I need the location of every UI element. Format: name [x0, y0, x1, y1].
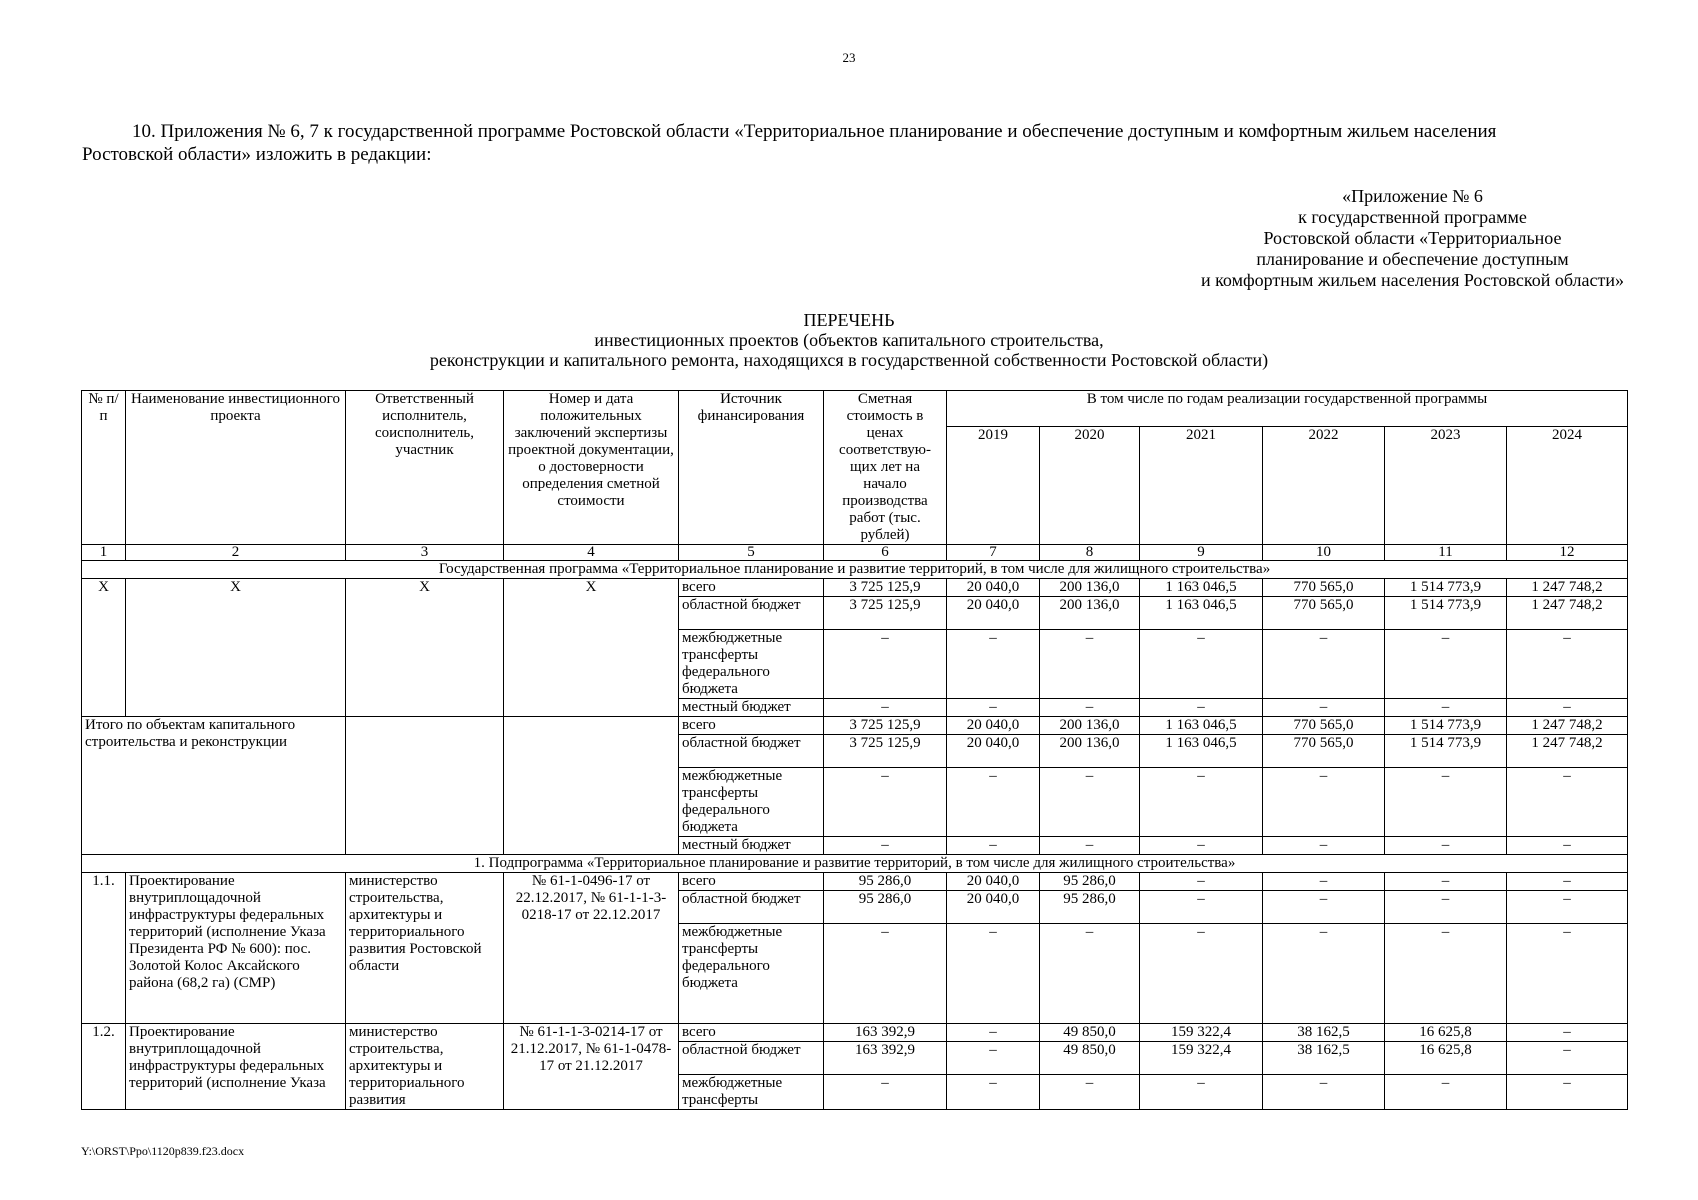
expertise: № 61-1-0496-17 от 22.12.2017, № 61-1-1-3-0218-17 от 22.12.2017 — [504, 873, 679, 1024]
x-mark: X — [126, 579, 346, 717]
value-cell: – — [947, 1042, 1040, 1075]
appendix-line-1: «Приложение № 6 — [1342, 186, 1483, 206]
value-cell: – — [1385, 1075, 1507, 1110]
value-cell: – — [1507, 837, 1628, 855]
source-cell: межбюджетные трансферты федерального бюджета — [679, 630, 824, 699]
value-cell: – — [1385, 768, 1507, 837]
source-cell: всего — [679, 717, 824, 735]
value-cell: – — [1385, 891, 1507, 924]
value-cell: 1 514 773,9 — [1385, 735, 1507, 768]
value-cell: – — [1140, 891, 1263, 924]
source-cell: областной бюджет — [679, 597, 824, 630]
data-row — [82, 1024, 1628, 1042]
value-cell: – — [1507, 768, 1628, 837]
value-cell: – — [947, 924, 1040, 1024]
value-cell: 38 162,5 — [1263, 1024, 1385, 1042]
source-cell: местный бюджет — [679, 837, 824, 855]
title-line-1: ПЕРЕЧЕНЬ — [803, 310, 895, 330]
intro-paragraph — [82, 120, 1622, 166]
value-cell: 3 725 125,9 — [824, 597, 947, 630]
value-cell: 159 322,4 — [1140, 1042, 1263, 1075]
source-cell: всего — [679, 873, 824, 891]
project-name: Проектирование внутриплощадочной инфраструктуры федеральных территорий (исполнение Указа Президента РФ № 600): пос. Золотой Колос Аксайского района (68,2 га) (СМР) — [126, 873, 346, 1024]
value-cell: 200 136,0 — [1040, 717, 1140, 735]
appendix-line-2: к государственной программе — [1298, 207, 1527, 227]
value-cell: – — [1263, 630, 1385, 699]
value-cell: – — [1507, 873, 1628, 891]
value-cell: 1 247 748,2 — [1507, 735, 1628, 768]
value-cell: 1 163 046,5 — [1140, 717, 1263, 735]
value-cell: – — [1040, 699, 1140, 717]
source-cell: местный бюджет — [679, 699, 824, 717]
header-year-2021: 2021 — [1140, 426, 1263, 544]
appendix-line-4: планирование и обеспечение доступным — [1256, 249, 1569, 269]
header-year-2020: 2020 — [1040, 426, 1140, 544]
value-cell: 1 163 046,5 — [1140, 579, 1263, 597]
header-name: Наименование инвестиционного проекта — [126, 391, 346, 545]
value-cell: 1 247 748,2 — [1507, 597, 1628, 630]
header-executor: Ответственный исполнитель, соисполнитель, участник — [346, 391, 504, 545]
value-cell: 1 514 773,9 — [1385, 597, 1507, 630]
column-number: 6 — [824, 545, 947, 561]
value-cell: 16 625,8 — [1385, 1042, 1507, 1075]
appendix-line-5: и комфортным жильем населения Ростовской области» — [1200, 270, 1625, 290]
header-year-2019: 2019 — [947, 426, 1040, 544]
section-row — [82, 855, 1628, 873]
section-row — [82, 561, 1628, 579]
value-cell: 20 040,0 — [947, 873, 1040, 891]
column-number: 1 — [82, 545, 126, 561]
value-cell: – — [947, 837, 1040, 855]
column-number: 3 — [346, 545, 504, 561]
header-years-group: В том числе по годам реализации государственной программы — [947, 391, 1628, 427]
x-mark: X — [504, 579, 679, 717]
header-year-2023: 2023 — [1385, 426, 1507, 544]
value-cell: – — [824, 630, 947, 699]
value-cell: 49 850,0 — [1040, 1042, 1140, 1075]
value-cell: – — [824, 1075, 947, 1110]
header-source: Источник финансирования — [679, 391, 824, 545]
total-label: Итого по объектам капитального строительства и реконструкции — [82, 717, 346, 855]
column-number: 4 — [504, 545, 679, 561]
column-number: 11 — [1385, 545, 1507, 561]
x-mark: X — [82, 579, 126, 717]
expertise: № 61-1-1-3-0214-17 от 21.12.2017, № 61-1-0478-17 от 21.12.2017 — [504, 1024, 679, 1110]
executor: министерство строительства, архитектуры и территориального развития — [346, 1024, 504, 1110]
source-cell: всего — [679, 1024, 824, 1042]
value-cell: 95 286,0 — [1040, 873, 1140, 891]
value-cell: 1 514 773,9 — [1385, 717, 1507, 735]
data-row — [82, 717, 1628, 735]
value-cell: – — [1263, 924, 1385, 1024]
value-cell: – — [1263, 837, 1385, 855]
value-cell: – — [1040, 837, 1140, 855]
value-cell: 770 565,0 — [1263, 579, 1385, 597]
header-row-1 — [82, 391, 1628, 427]
appendix-heading — [1100, 186, 1698, 291]
value-cell: – — [824, 768, 947, 837]
value-cell: 770 565,0 — [1263, 597, 1385, 630]
value-cell: – — [947, 630, 1040, 699]
value-cell: 1 514 773,9 — [1385, 579, 1507, 597]
value-cell: 38 162,5 — [1263, 1042, 1385, 1075]
value-cell: – — [1140, 873, 1263, 891]
value-cell: – — [1385, 837, 1507, 855]
value-cell: 20 040,0 — [947, 735, 1040, 768]
value-cell: – — [1507, 630, 1628, 699]
value-cell: – — [1263, 768, 1385, 837]
value-cell: 20 040,0 — [947, 717, 1040, 735]
value-cell: 770 565,0 — [1263, 717, 1385, 735]
value-cell: 20 040,0 — [947, 579, 1040, 597]
value-cell: 3 725 125,9 — [824, 717, 947, 735]
value-cell: – — [1140, 1075, 1263, 1110]
intro-line-1: 10. Приложения № 6, 7 к государственной программе Ростовской области «Территориальное планирование и обеспечение доступным и комфортным жильем населения — [132, 121, 1497, 142]
value-cell: 20 040,0 — [947, 597, 1040, 630]
value-cell: 200 136,0 — [1040, 597, 1140, 630]
executor: министерство строительства, архитектуры и территориального развития Ростовской области — [346, 873, 504, 1024]
item-number: 1.1. — [82, 873, 126, 1024]
source-cell: межбюджетные трансферты федерального бюджета — [679, 924, 824, 1024]
value-cell: – — [947, 768, 1040, 837]
value-cell: 1 247 748,2 — [1507, 717, 1628, 735]
value-cell: – — [1385, 699, 1507, 717]
value-cell: – — [1385, 630, 1507, 699]
file-path-footer: Y:\ORST\Ppo\1120p839.f23.docx — [81, 1144, 245, 1158]
header-cost: Сметная стоимость в ценах соответствую-щих лет на начало производства работ (тыс. рублей) — [824, 391, 947, 545]
value-cell: 159 322,4 — [1140, 1024, 1263, 1042]
value-cell: – — [1140, 837, 1263, 855]
value-cell: – — [824, 699, 947, 717]
value-cell: 3 725 125,9 — [824, 579, 947, 597]
value-cell: 163 392,9 — [824, 1042, 947, 1075]
value-cell: – — [1263, 699, 1385, 717]
value-cell: – — [947, 699, 1040, 717]
value-cell: – — [1263, 873, 1385, 891]
source-cell: областной бюджет — [679, 735, 824, 768]
column-number: 7 — [947, 545, 1040, 561]
project-name: Проектирование внутриплощадочной инфраструктуры федеральных территорий (исполнение Указа — [126, 1024, 346, 1110]
value-cell: – — [1040, 924, 1140, 1024]
value-cell: – — [1040, 630, 1140, 699]
value-cell: – — [1385, 873, 1507, 891]
value-cell: 49 850,0 — [1040, 1024, 1140, 1042]
value-cell: – — [1507, 1024, 1628, 1042]
source-cell: межбюджетные трансферты — [679, 1075, 824, 1110]
value-cell: 200 136,0 — [1040, 579, 1140, 597]
source-cell: межбюджетные трансферты федерального бюджета — [679, 768, 824, 837]
value-cell: – — [824, 924, 947, 1024]
appendix-line-3: Ростовской области «Территориальное — [1263, 228, 1562, 248]
value-cell: 1 163 046,5 — [1140, 735, 1263, 768]
header-year-2024: 2024 — [1507, 426, 1628, 544]
source-cell: областной бюджет — [679, 891, 824, 924]
section-subprogram-title: 1. Подпрограмма «Территориальное планирование и развитие территорий, в том числе для жилищного строительства» — [82, 855, 1628, 873]
section-program-title: Государственная программа «Территориальное планирование и развитие территорий, в том числе для жилищного строительства» — [82, 561, 1628, 579]
value-cell: 16 625,8 — [1385, 1024, 1507, 1042]
data-row — [82, 579, 1628, 597]
value-cell: – — [947, 1024, 1040, 1042]
title-line-3: реконструкции и капитального ремонта, находящихся в государственной собственности Ростовской области) — [429, 350, 1269, 370]
value-cell: 95 286,0 — [1040, 891, 1140, 924]
value-cell: – — [824, 837, 947, 855]
page-number: 23 — [842, 50, 856, 65]
column-number: 5 — [679, 545, 824, 561]
value-cell: – — [1140, 630, 1263, 699]
value-cell: – — [1385, 924, 1507, 1024]
value-cell: – — [1040, 768, 1140, 837]
investment-projects-table — [81, 390, 1628, 1110]
value-cell: 770 565,0 — [1263, 735, 1385, 768]
value-cell: – — [947, 1075, 1040, 1110]
empty-cell — [504, 717, 679, 855]
value-cell: 1 247 748,2 — [1507, 579, 1628, 597]
header-expertise: Номер и дата положительных заключений экспертизы проектной документации, о достоверности определения сметной стоимости — [504, 391, 679, 545]
value-cell: 20 040,0 — [947, 891, 1040, 924]
value-cell: – — [1507, 699, 1628, 717]
value-cell: – — [1507, 1075, 1628, 1110]
header-year-2022: 2022 — [1263, 426, 1385, 544]
value-cell: – — [1040, 1075, 1140, 1110]
empty-cell — [346, 717, 504, 855]
column-number: 12 — [1507, 545, 1628, 561]
value-cell: 3 725 125,9 — [824, 735, 947, 768]
item-number: 1.2. — [82, 1024, 126, 1110]
value-cell: – — [1507, 1042, 1628, 1075]
column-number: 10 — [1263, 545, 1385, 561]
value-cell: – — [1140, 768, 1263, 837]
column-number: 2 — [126, 545, 346, 561]
value-cell: – — [1263, 1075, 1385, 1110]
value-cell: 95 286,0 — [824, 891, 947, 924]
source-cell: всего — [679, 579, 824, 597]
value-cell: – — [1140, 924, 1263, 1024]
intro-line-2: Ростовской области» изложить в редакции: — [82, 144, 432, 165]
value-cell: – — [1507, 891, 1628, 924]
value-cell: 1 163 046,5 — [1140, 597, 1263, 630]
value-cell: 200 136,0 — [1040, 735, 1140, 768]
value-cell: – — [1263, 891, 1385, 924]
source-cell: областной бюджет — [679, 1042, 824, 1075]
value-cell: – — [1507, 924, 1628, 1024]
value-cell: 163 392,9 — [824, 1024, 947, 1042]
column-number: 9 — [1140, 545, 1263, 561]
column-numbers-row — [82, 545, 1628, 561]
title-line-2: инвестиционных проектов (объектов капитального строительства, — [594, 330, 1104, 350]
header-num: № п/п — [82, 391, 126, 545]
data-row — [82, 873, 1628, 891]
value-cell: 95 286,0 — [824, 873, 947, 891]
value-cell: – — [1140, 699, 1263, 717]
document-title — [0, 310, 1698, 370]
x-mark: X — [346, 579, 504, 717]
column-number: 8 — [1040, 545, 1140, 561]
